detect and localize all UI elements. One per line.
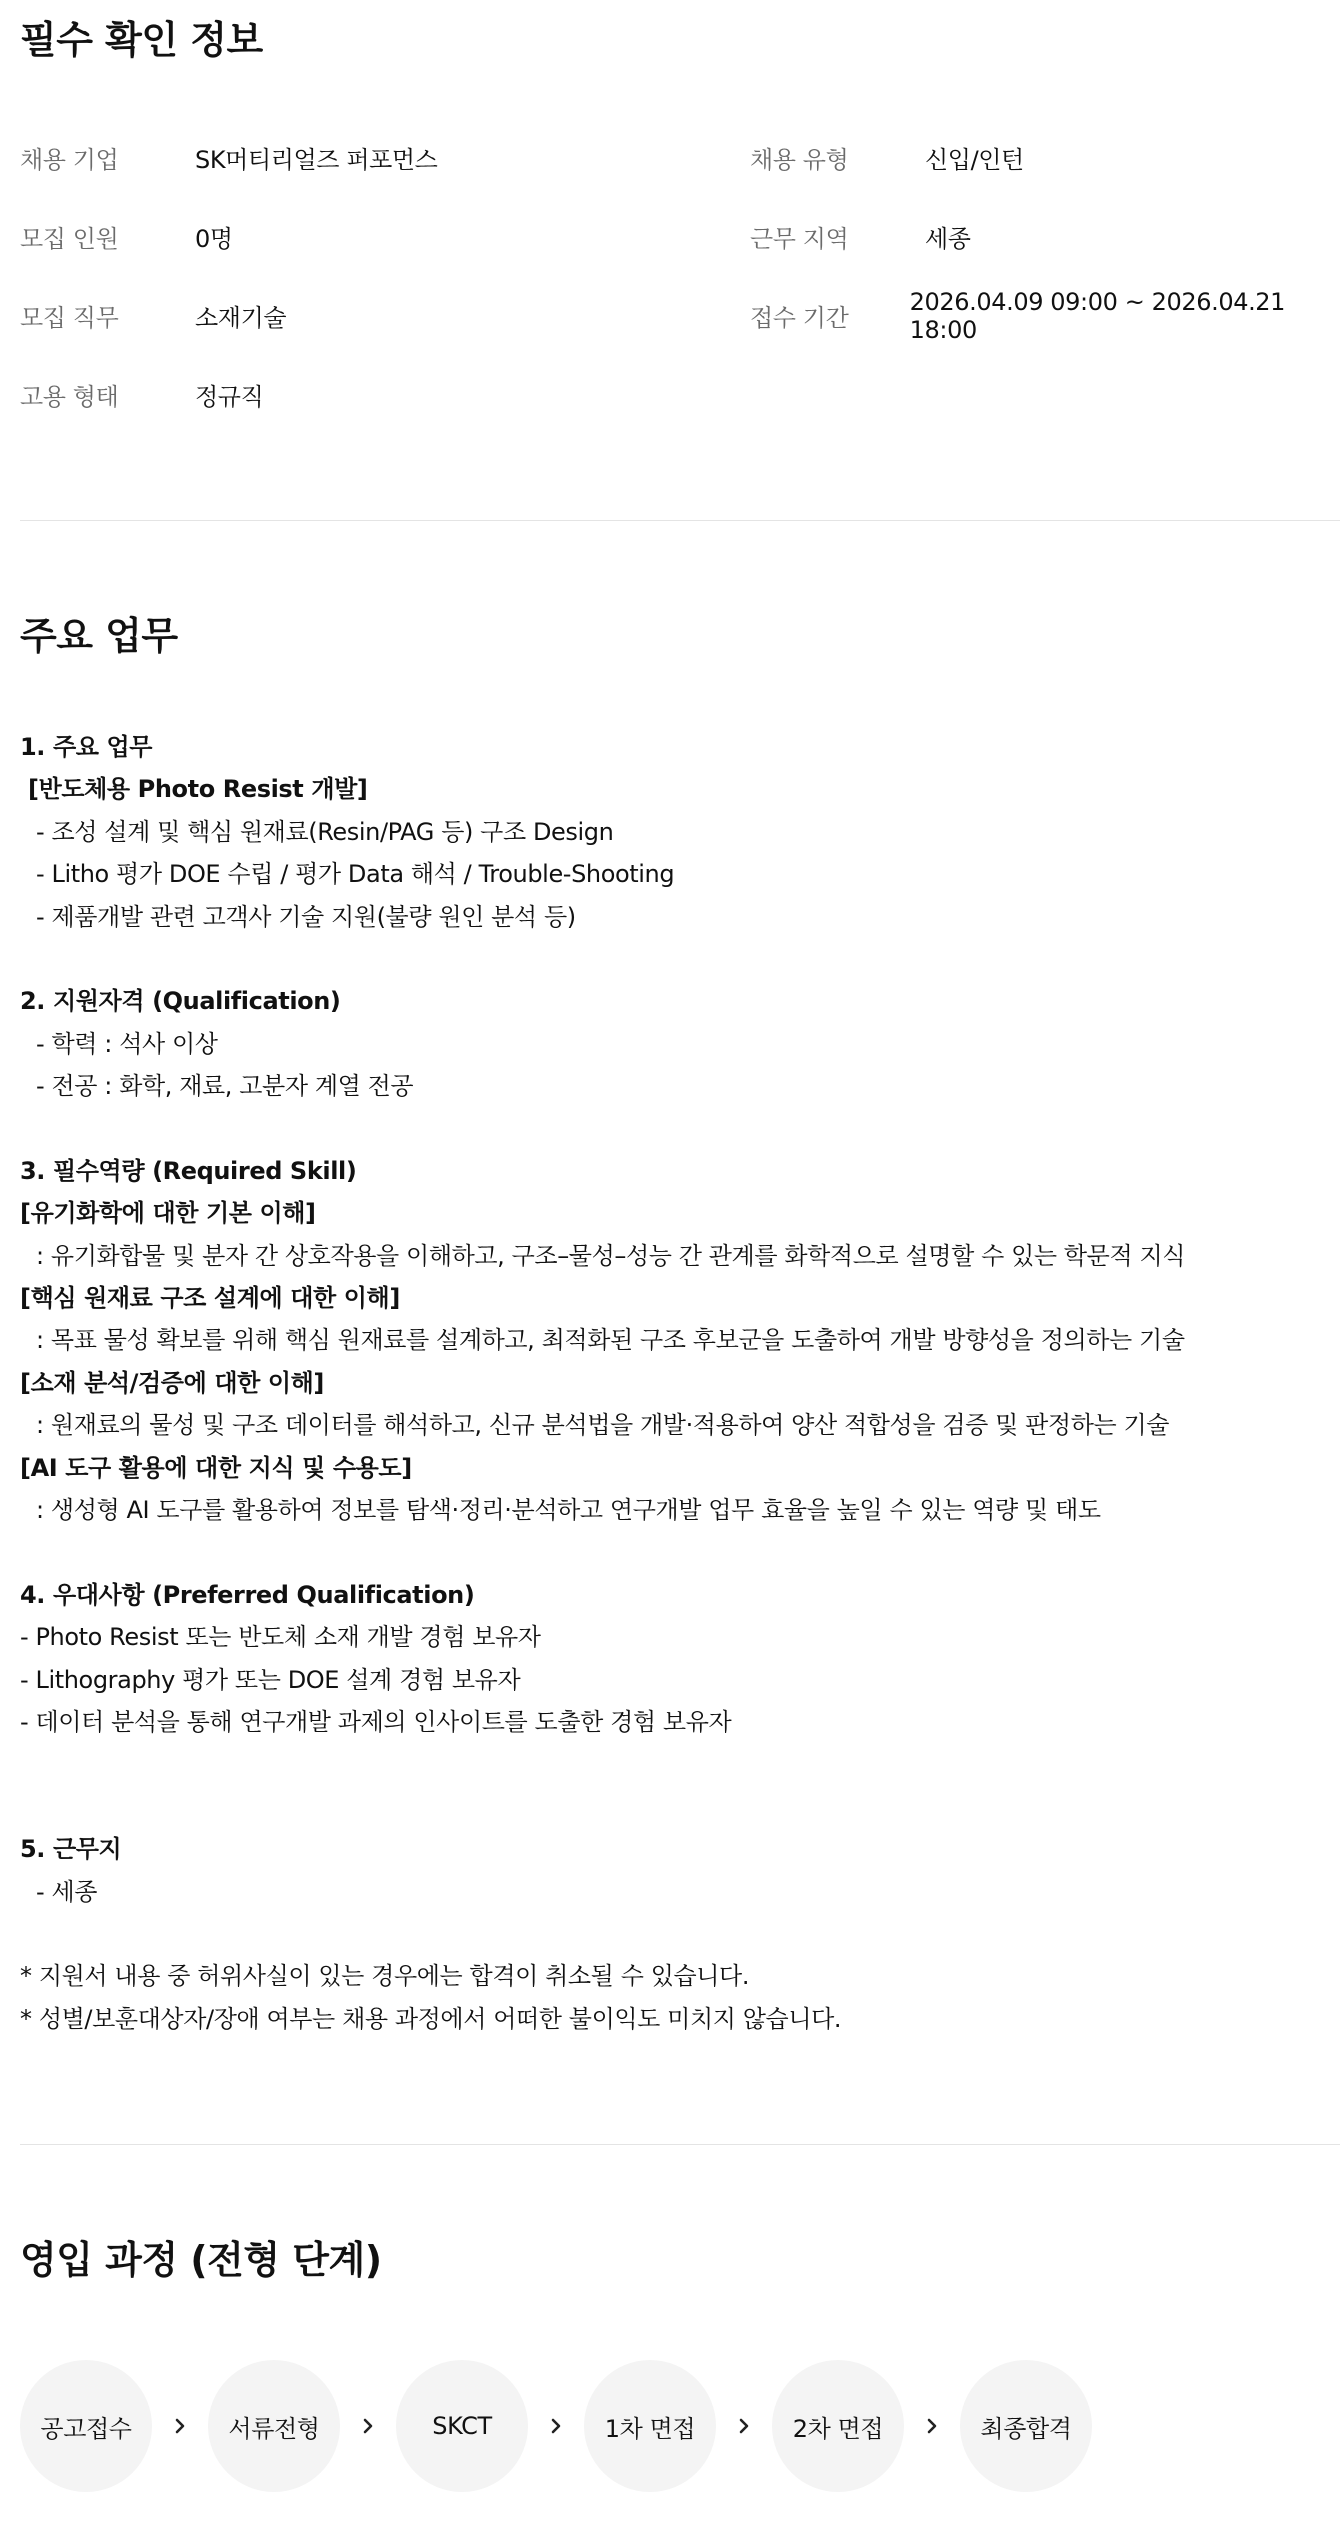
workplace-item: - 세종 — [36, 1877, 98, 1906]
job-label: 모집 직무 — [20, 304, 119, 332]
employment-value: 정규직 — [195, 383, 264, 411]
section-divider — [20, 520, 1340, 521]
duties-subheading: [반도체용 Photo Resist 개발] — [28, 775, 368, 804]
blank-line — [20, 1743, 1320, 1785]
info-row — [20, 197, 1320, 276]
chevron-right-icon — [152, 2416, 208, 2436]
headcount-value: 0명 — [195, 225, 233, 253]
required-skill-heading: 3. 필수역량 (Required Skill) — [20, 1156, 357, 1185]
skill-description: : 원재료의 물성 및 구조 데이터를 해석하고, 신규 분석법을 개발·적용하여 양산 적합성을 검증 및 판정하는 기술 — [36, 1411, 1170, 1440]
skill-description: : 생성형 AI 도구를 활용하여 정보를 탐색·정리·분석하고 연구개발 업무 효율을 높일 수 있는 역량 및 태도 — [36, 1496, 1101, 1525]
employment-label: 고용 형태 — [20, 383, 119, 411]
process-step-final: 최종합격 — [960, 2360, 1092, 2492]
preferred-heading: 4. 우대사항 (Preferred Qualification) — [20, 1580, 475, 1609]
required-info-grid — [20, 118, 1320, 434]
skill-subheading: [유기화학에 대한 기본 이해] — [20, 1199, 316, 1228]
location-label: 근무 지역 — [750, 225, 849, 253]
chevron-right-icon — [340, 2416, 396, 2436]
duties-item: - 제품개발 관련 고객사 기술 지원(불량 원인 분석 등) — [36, 902, 576, 931]
info-row — [20, 118, 1320, 197]
process-step-posting: 공고접수 — [20, 2360, 152, 2492]
notice-line: * 성별/보훈대상자/장애 여부는 채용 과정에서 어떠한 불이익도 미치지 않습니다. — [20, 2004, 842, 2033]
duties-item: - Litho 평가 DOE 수립 / 평가 Data 해석 / Trouble-Shooting — [36, 860, 675, 889]
company-label: 채용 기업 — [20, 146, 119, 174]
process-step-interview-1: 1차 면접 — [584, 2360, 716, 2492]
blank-line — [20, 1786, 1320, 1828]
headcount-label: 모집 인원 — [20, 225, 119, 253]
preferred-item: - Photo Resist 또는 반도체 소재 개발 경험 보유자 — [20, 1623, 541, 1652]
workplace-heading: 5. 근무지 — [20, 1835, 122, 1864]
blank-line — [20, 1913, 1320, 1955]
qualification-item: - 전공 : 화학, 재료, 고분자 계열 전공 — [36, 1072, 414, 1101]
process-step-interview-2: 2차 면접 — [772, 2360, 904, 2492]
duties-heading: 1. 주요 업무 — [20, 733, 153, 761]
required-info-title: 필수 확인 정보 — [20, 18, 263, 62]
chevron-right-icon — [716, 2416, 772, 2436]
skill-subheading: [핵심 원재료 구조 설계에 대한 이해] — [20, 1284, 400, 1313]
duties-title: 주요 업무 — [20, 614, 178, 658]
preferred-item: - Lithography 평가 또는 DOE 설계 경험 보유자 — [20, 1665, 521, 1694]
duties-item: - 조성 설계 및 핵심 원재료(Resin/PAG 등) 구조 Design — [36, 817, 614, 846]
hire-type-label: 채용 유형 — [750, 146, 849, 174]
hire-type-value: 신입/인턴 — [925, 146, 1024, 174]
qualification-heading: 2. 지원자격 (Qualification) — [20, 987, 341, 1016]
period-label: 접수 기간 — [750, 304, 849, 332]
blank-line — [20, 1108, 1320, 1150]
notice-line: * 지원서 내용 중 허위사실이 있는 경우에는 합격이 취소될 수 있습니다. — [20, 1962, 750, 1991]
duties-body — [20, 726, 1320, 2040]
chevron-right-icon — [528, 2416, 584, 2436]
info-row — [20, 355, 1320, 434]
process-step-document: 서류전형 — [208, 2360, 340, 2492]
blank-line — [20, 938, 1320, 980]
skill-subheading: [소재 분석/검증에 대한 이해] — [20, 1368, 324, 1397]
period-value: 2026.04.09 09:00 ~ 2026.04.21 18:00 — [909, 287, 1286, 344]
info-row — [20, 276, 1320, 355]
company-value: SK머티리얼즈 퍼포먼스 — [195, 146, 438, 174]
process-title: 영입 과정 (전형 단계) — [20, 2238, 382, 2282]
process-step-skct: SKCT — [396, 2360, 528, 2492]
skill-description: : 목표 물성 확보를 위해 핵심 원재료를 설계하고, 최적화된 구조 후보군을 도출하여 개발 방향성을 정의하는 기술 — [36, 1326, 1185, 1355]
qualification-item: - 학력 : 석사 이상 — [36, 1029, 218, 1058]
process-steps — [20, 2360, 1092, 2492]
skill-description: : 유기화합물 및 분자 간 상호작용을 이해하고, 구조–물성–성능 간 관계를 화학적으로 설명할 수 있는 학문적 지식 — [36, 1241, 1186, 1270]
section-divider — [20, 2144, 1340, 2145]
location-value: 세종 — [925, 225, 971, 253]
job-value: 소재기술 — [195, 304, 287, 332]
preferred-item: - 데이터 분석을 통해 연구개발 과제의 인사이트를 도출한 경험 보유자 — [20, 1707, 732, 1736]
skill-subheading: [AI 도구 활용에 대한 지식 및 수용도] — [20, 1453, 412, 1482]
chevron-right-icon — [904, 2416, 960, 2436]
blank-line — [20, 1531, 1320, 1573]
